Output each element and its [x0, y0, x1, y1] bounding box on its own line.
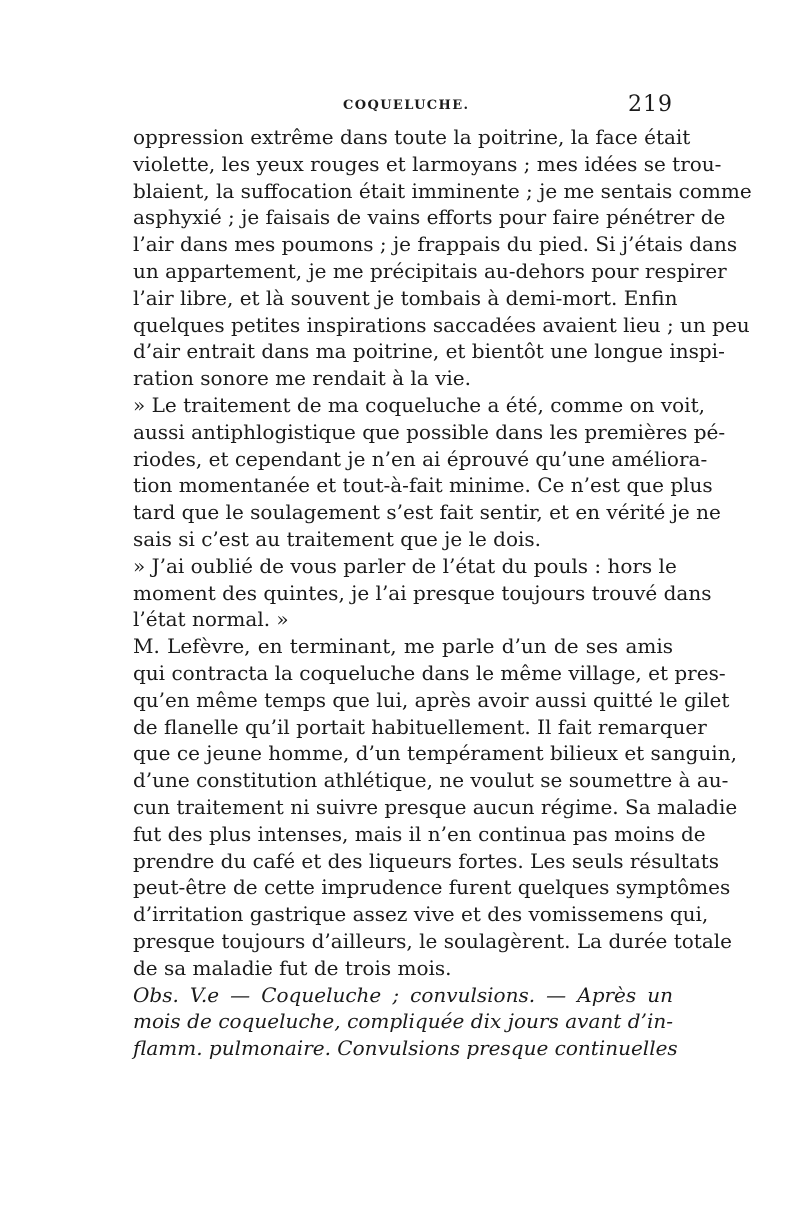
text-line-21: qui contracta la coqueluche dans le même village, et pres-: [133, 660, 726, 685]
text-line-30: d’irritation gastrique assez vive et des vomissemens qui,: [133, 902, 709, 927]
text-line-7: l’air libre, et là souvent je tombais à demi-mort. Enfin: [133, 285, 678, 310]
text-line-10: ration sonore me rendait à la vie.: [133, 366, 471, 391]
text-line-22: qu’en même temps que lui, après avoir aussi quitté le gilet: [133, 687, 730, 712]
text-line-18: moment des quintes, je l’ai presque toujours trouvé dans: [133, 580, 712, 605]
text-line-31: presque toujours d’ailleurs, le soulagèrent. La durée totale: [133, 928, 733, 953]
running-head: COQUELUCHE.: [343, 98, 470, 113]
page-header: [133, 92, 673, 122]
text-line-16: sais si c’est au traitement que je le dois.: [133, 526, 542, 551]
text-line-24: que ce jeune homme, d’un tempérament bilieux et sanguin,: [133, 741, 737, 766]
text-line-28: prendre du café et des liqueurs fortes. Les seuls résultats: [133, 848, 720, 873]
text-line-4: asphyxié ; je faisais de vains efforts pour faire pénétrer de: [133, 205, 726, 230]
text-line-27: fut des plus intenses, mais il n’en continua pas moins de: [133, 821, 706, 846]
text-line-11: » Le traitement de ma coqueluche a été, comme on voit,: [133, 392, 705, 417]
text-line-32: de sa maladie fut de trois mois.: [133, 955, 452, 980]
text-line-3: blaient, la suffocation était imminente ; je me sentais comme: [133, 178, 752, 203]
text-line-8: quelques petites inspirations saccadées avaient lieu ; un peu: [133, 312, 750, 337]
text-line-9: d’air entrait dans ma poitrine, et bientôt une longue inspi-: [133, 339, 725, 364]
text-line-20: M. Lefèvre, en terminant, me parle d’un de ses amis: [133, 634, 673, 659]
text-line-12: aussi antiphlogistique que possible dans les premières pé-: [133, 419, 726, 444]
text-line-26: cun traitement ni suivre presque aucun régime. Sa maladie: [133, 794, 738, 819]
text-line-5: l’air dans mes poumons ; je frappais du pied. Si j’étais dans: [133, 232, 738, 257]
text-line-13: riodes, et cependant je n’en ai éprouvé qu’une améliora-: [133, 446, 708, 471]
body-text: [133, 124, 752, 1062]
text-line-1: oppression extrême dans toute la poitrine, la face était: [133, 125, 691, 149]
book-page: [133, 0, 752, 1215]
text-line-14: tion momentanée et tout-à-fait minime. Ce n’est que plus: [133, 473, 713, 498]
text-line-25: d’une constitution athlétique, ne voulut se soumettre à au-: [133, 768, 729, 793]
text-line-17: » J’ai oublié de vous parler de l’état du pouls : hors le: [133, 553, 677, 578]
page-number: 219: [628, 92, 673, 117]
text-line-34: mois de coqueluche, compliquée dix jours avant d’in-: [133, 1009, 673, 1034]
text-line-23: de flanelle qu’il portait habituellement. Il fait remarquer: [133, 714, 707, 739]
text-line-35: flamm. pulmonaire. Convulsions presque continuelles: [133, 1036, 678, 1061]
text-line-29: peut-être de cette imprudence furent quelques symptômes: [133, 875, 731, 900]
text-line-6: un appartement, je me précipitais au-dehors pour respirer: [133, 258, 727, 283]
text-line-2: violette, les yeux rouges et larmoyans ; mes idées se trou-: [133, 151, 722, 176]
text-line-19: l’état normal. »: [133, 607, 289, 632]
text-line-15: tard que le soulagement s’est fait sentir, et en vérité je ne: [133, 500, 721, 525]
text-line-33: Obs. V.e — Coqueluche ; convulsions. — Après un: [133, 982, 673, 1007]
